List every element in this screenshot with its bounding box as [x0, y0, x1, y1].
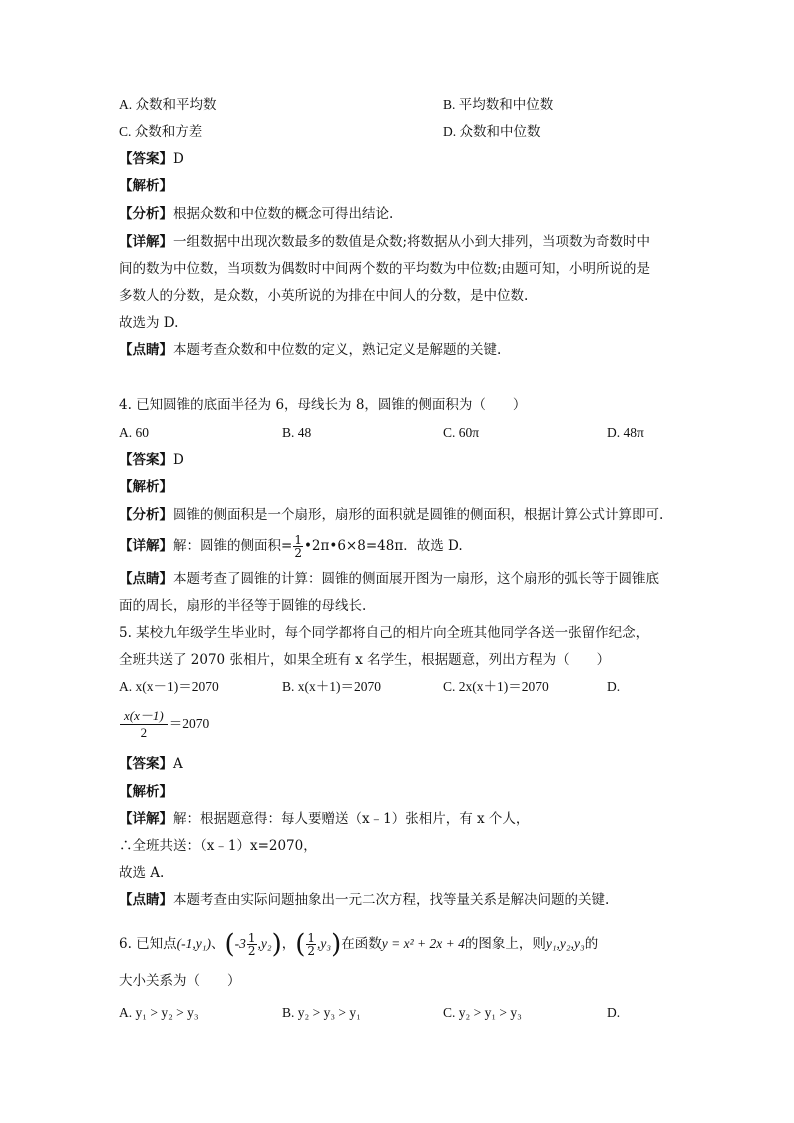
q5-option-d-formula — [119, 705, 209, 743]
fraction-numerator: x(x－1) — [120, 708, 168, 725]
q4-option-c: C. 60π — [443, 425, 480, 440]
fenxi-text: 圆锥的侧面积是一个扇形，扇形的面积就是圆锥的侧面积，根据计算公式计算即可. — [173, 507, 664, 523]
dianjing-text: 本题考查众数和中位数的定义，熟记定义是解题的关键. — [173, 342, 502, 358]
right-paren: ) — [331, 929, 342, 960]
q5-question-line-2: 全班共送了 2070 张相片，如果全班有 x 名学生，根据题意，列出方程为（ ） — [119, 652, 611, 668]
fraction-one-half — [293, 534, 303, 559]
answer-tag: 【答案】 — [119, 151, 173, 167]
q4-dianjing-line-1 — [119, 570, 659, 588]
q5-analysis-tag: 【解析】 — [119, 784, 173, 800]
formula-rhs: ＝2070 — [168, 716, 210, 731]
dianjing-tag: 【点睛】 — [119, 342, 173, 358]
fraction-numerator: 1 — [307, 931, 316, 945]
fraction-numerator: 1 — [294, 533, 302, 547]
q5-option-c: C. 2x(x＋1)＝2070 — [443, 679, 549, 694]
q3-fenxi — [119, 205, 393, 223]
xiangjie-tag: 【详解】 — [119, 811, 173, 827]
dianjing-tag: 【点睛】 — [119, 571, 173, 587]
dianjing-text: 本题考查由实际问题抽象出一元二次方程，找等量关系是解决问题的关键. — [173, 892, 610, 908]
fraction-denominator: 2 — [140, 725, 148, 740]
q6-variables: y₁,y₂,y₃ — [545, 936, 585, 951]
fraction-x-times-x-minus-1-over-2 — [120, 708, 168, 741]
xiangjie-pre: 解：圆锥的侧面积= — [173, 538, 293, 554]
dianjing-tag: 【点睛】 — [119, 892, 173, 908]
q3-dianjing — [119, 341, 501, 359]
q3-xiangjie-line-2: 间的数为中位数，当项数为偶数时中间两个数的平均数为中位数;由题可知，小明所说的是 — [119, 261, 651, 277]
q4-fenxi — [119, 506, 663, 524]
right-paren: ) — [271, 929, 282, 960]
q5-question-line-1: 5. 某校九年级学生毕业时，每个同学都将自己的相片向全班其他同学各送一张留作纪念， — [119, 625, 650, 641]
answer-tag: 【答案】 — [119, 452, 173, 468]
q6-in-function: 在函数 — [341, 936, 382, 952]
q4-answer — [119, 451, 184, 469]
q4-option-d: D. 48π — [607, 425, 644, 440]
q6-point-2-fraction — [247, 932, 257, 957]
q5-answer — [119, 755, 183, 773]
q4-option-b: B. 48 — [282, 425, 312, 440]
q4-option-a: A. 60 — [119, 425, 149, 440]
q5-conclusion: 故选 A. — [119, 865, 165, 881]
xiangjie-post: •2π•6×8=48π．故选 D. — [303, 538, 463, 554]
q6-separator-1: 、 — [210, 936, 225, 952]
q3-option-a: A. 众数和平均数 — [119, 97, 217, 112]
q4-xiangjie — [119, 533, 463, 559]
dianjing-text: 本题考查了圆锥的计算：圆锥的侧面展开图为一扇形，这个扇形的弧长等于圆锥底 — [173, 571, 659, 587]
q3-option-d: D. 众数和中位数 — [443, 124, 541, 139]
q5-therefore: ∴全班共送：（x﹣1）x=2070， — [119, 838, 317, 854]
xiangjie-tag: 【详解】 — [119, 234, 173, 250]
q6-point-3-y: ,y₃ — [317, 936, 332, 951]
q6-question-line-1 — [119, 928, 598, 960]
q6-option-c: C. y₂ > y₁ > y₃ — [443, 1005, 522, 1020]
q3-option-b: B. 平均数和中位数 — [443, 97, 554, 112]
q6-point-3-fraction — [306, 932, 316, 957]
q5-option-b: B. x(x＋1)＝2070 — [282, 679, 381, 694]
fenxi-tag: 【分析】 — [119, 507, 173, 523]
fraction-numerator: 1 — [247, 931, 256, 945]
xiangjie-tag: 【详解】 — [119, 538, 173, 554]
fraction-denominator: 2 — [294, 546, 302, 560]
q5-xiangjie — [119, 810, 529, 828]
q6-point-2-integer: -3 — [234, 936, 246, 951]
fenxi-tag: 【分析】 — [119, 206, 173, 222]
q4-dianjing-line-2: 面的周长，扇形的半径等于圆锥的母线长. — [119, 598, 367, 614]
q6-separator-2: ， — [281, 936, 296, 952]
q4-analysis-tag: 【解析】 — [119, 479, 173, 495]
q3-option-c: C. 众数和方差 — [119, 124, 203, 139]
q3-conclusion: 故选为 D. — [119, 315, 179, 331]
q3-xiangjie-line-3: 多数人的分数，是众数，小英所说的为排在中间人的分数，是中位数. — [119, 288, 529, 304]
xiangjie-text: 一组数据中出现次数最多的数值是众数;将数据从小到大排列，当项数为奇数时中 — [173, 234, 651, 250]
answer-value: A — [173, 756, 183, 772]
q6-tail: 的图象上，则 — [464, 936, 546, 952]
answer-value: D — [173, 151, 184, 167]
q6-tail-2: 的 — [584, 936, 599, 952]
q6-option-d: D. — [607, 1005, 621, 1020]
q6-option-b: B. y₂ > y₃ > y₁ — [282, 1005, 361, 1020]
fraction-denominator: 2 — [247, 944, 256, 958]
q5-dianjing — [119, 891, 609, 909]
q5-option-a: A. x(x－1)＝2070 — [119, 679, 219, 694]
fenxi-text: 根据众数和中位数的概念可得出结论. — [173, 206, 394, 222]
q5-option-d: D. — [607, 679, 621, 694]
q6-prefix: 6. 已知点 — [119, 936, 177, 952]
fraction-denominator: 2 — [307, 944, 316, 958]
answer-tag: 【答案】 — [119, 756, 173, 772]
left-paren: ( — [224, 929, 235, 960]
q6-function: y = x² + 2x + 4 — [381, 936, 465, 951]
xiangjie-text: 解：根据题意得：每人要赠送（x﹣1）张相片，有 x 个人， — [173, 811, 530, 827]
q6-question-line-2: 大小关系为（ ） — [119, 973, 241, 989]
left-paren: ( — [295, 929, 306, 960]
q6-point-2-y: ,y₂ — [257, 936, 272, 951]
q6-point-1: (-1,y₁) — [176, 936, 211, 951]
answer-value: D — [173, 452, 184, 468]
q3-answer — [119, 150, 184, 168]
q3-xiangjie-line-1 — [119, 233, 650, 251]
q6-option-a: A. y₁ > y₂ > y₃ — [119, 1005, 199, 1020]
q4-question: 4. 已知圆锥的底面半径为 6，母线长为 8，圆锥的侧面积为（ ） — [119, 397, 527, 413]
q3-analysis-tag: 【解析】 — [119, 178, 173, 194]
